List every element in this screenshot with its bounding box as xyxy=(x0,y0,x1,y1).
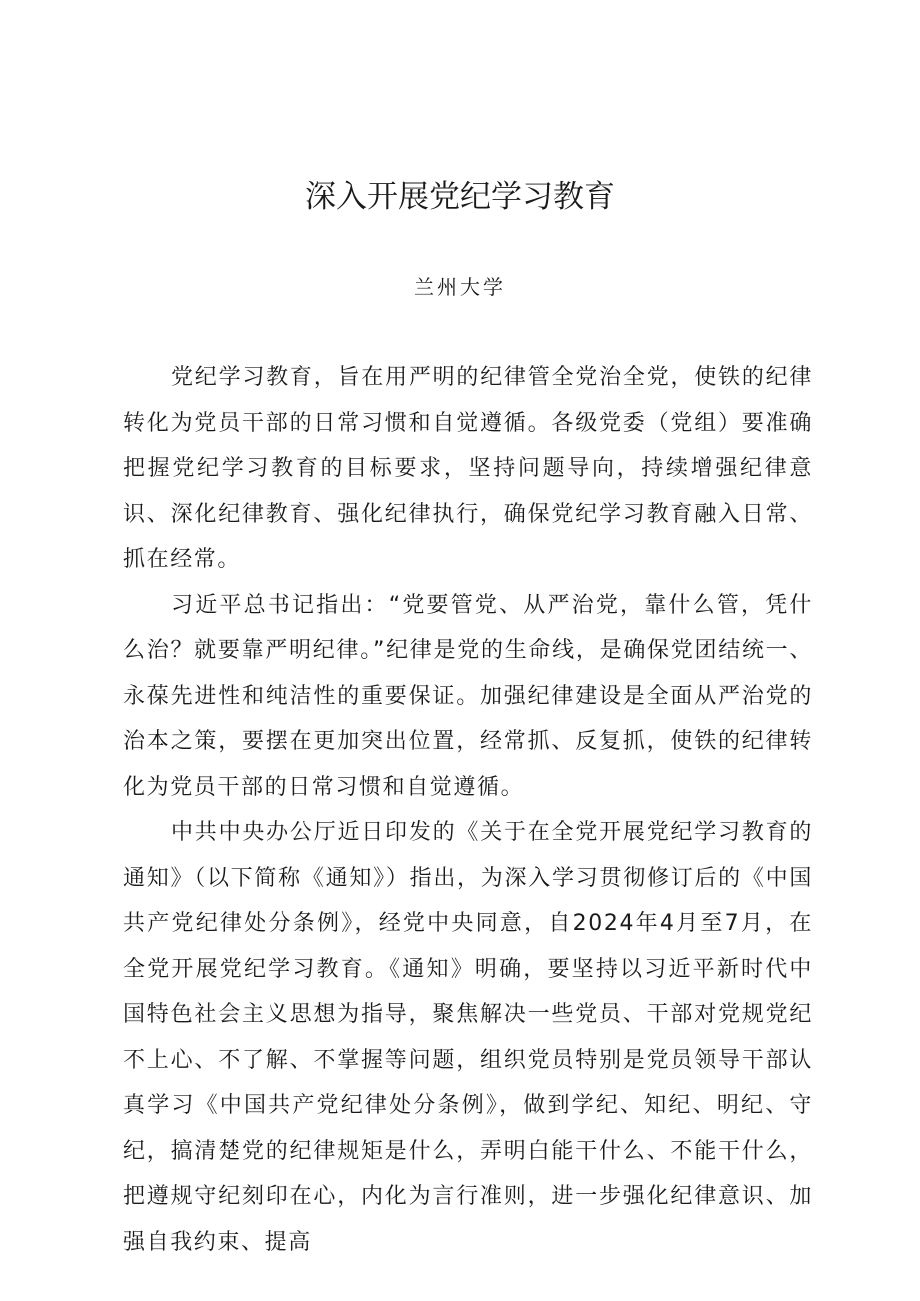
paragraph-2: 习近平总书记指出：“党要管党、从严治党，靠什么管，凭什么治？就要靠严明纪律。”纪律是党的生命线，是确保党团结统一、永葆先进性和纯洁性的重要保证。加强纪律建设是全面从严治党的治本之策，要摆在更加突出位置，经常抓、反复抓，使铁的纪律转化为党员干部的日常习惯和自觉遵循。 xyxy=(123,592,813,800)
paragraph-3: 中共中央办公厅近日印发的《关于在全党开展党纪学习教育的通知》（以下简称《通知》）指出，为深入学习贯彻修订后的《中国共产党纪律处分条例》，经党中央同意，自2024年4月至7月，在全党开展党纪学习教育。《通知》明确，要坚持以习近平新时代中国特色社会主义思想为指导，聚焦解决一些党员、干部对党规党纪不上心、不了解、不掌握等问题，组织党员特别是党员领导干部认真学习《中国共产党纪律处分条例》，做到学纪、知纪、明纪、守纪，搞清楚党的纪律规矩是什么，弄明白能干什么、不能干什么，把遵规守纪刻印在心，内化为言行准则，进一步强化纪律意识、加强自我约束、提高 xyxy=(123,820,813,1255)
document-body xyxy=(123,355,813,1265)
document-author: 兰州大学 xyxy=(414,275,506,299)
paragraph-1: 党纪学习教育，旨在用严明的纪律管全党治全党，使铁的纪律转化为党员干部的日常习惯和自觉遵循。各级党委（党组）要准确把握党纪学习教育的目标要求，坚持问题导向，持续增强纪律意识、深化纪律教育、强化纪律执行，确保党纪学习教育融入日常、抓在经常。 xyxy=(123,365,813,572)
document-title: 深入开展党纪学习教育 xyxy=(305,179,615,215)
